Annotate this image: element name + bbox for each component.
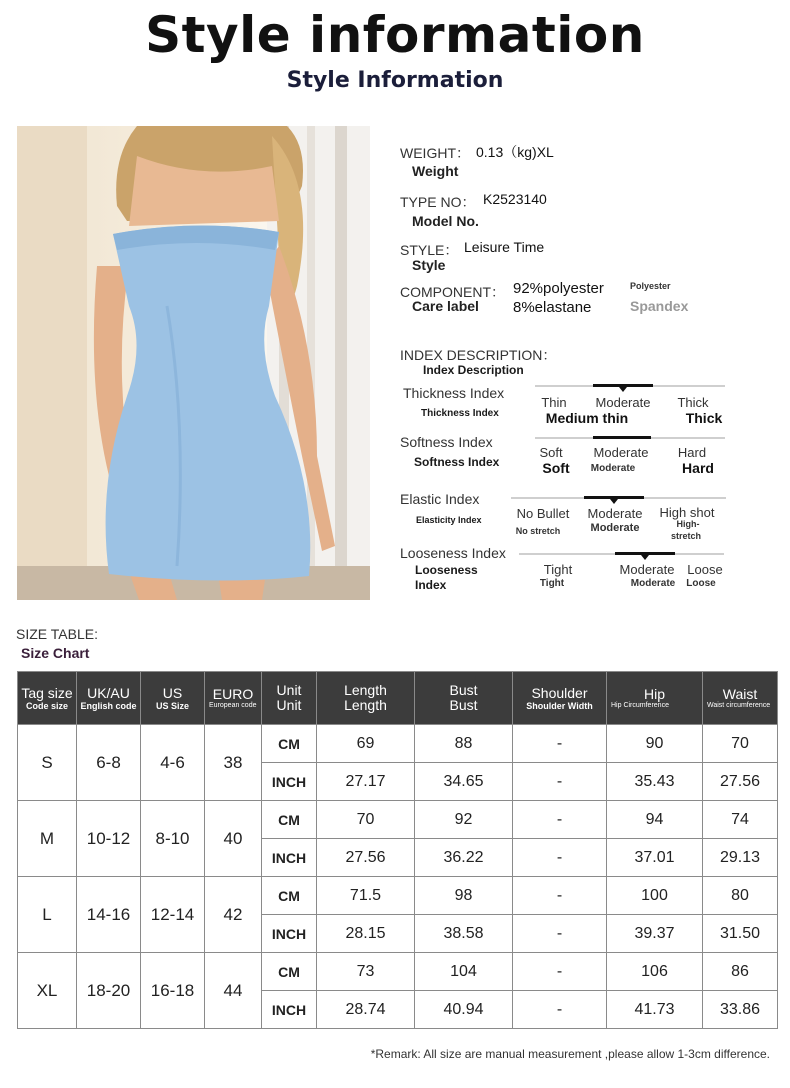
col-header-tag-size	[18, 672, 77, 725]
table-body	[18, 725, 778, 1029]
looseness-marker-icon	[641, 555, 649, 560]
cell-shoulder-inch: -	[513, 763, 607, 801]
col-header-shoulder	[513, 672, 607, 725]
type-value: K2523140	[483, 191, 547, 207]
cell-hip-cm: 106	[607, 953, 703, 991]
elastic-marker-icon	[610, 499, 618, 504]
component-spandex-sub: Spandex	[630, 298, 689, 314]
table-row	[18, 801, 778, 839]
cell-euro-size: 42	[205, 877, 262, 953]
cell-length-cm: 73	[317, 953, 415, 991]
cell-shoulder-inch: -	[513, 991, 607, 1029]
softness-selected-bar	[593, 436, 651, 439]
softness-opt-sub-moderate: Moderate	[590, 463, 636, 474]
header-sub: Shoulder Width	[526, 700, 593, 711]
thickness-label: Thickness Index	[403, 385, 505, 401]
cell-shoulder-inch: -	[513, 915, 607, 953]
cell-bust-cm: 92	[415, 801, 513, 839]
cell-waist-cm: 70	[703, 725, 778, 763]
component-sublabel: Care label	[412, 298, 479, 314]
cell-hip-inch: 39.37	[607, 915, 703, 953]
cell-uk-size: 10-12	[77, 801, 141, 877]
header-sub: Length	[344, 697, 387, 713]
looseness-sublabel-1: Looseness	[415, 563, 478, 577]
cell-euro-size: 44	[205, 953, 262, 1029]
cell-tag-size: M	[18, 801, 77, 877]
cell-uk-size: 6-8	[77, 725, 141, 801]
cell-waist-inch: 29.13	[703, 839, 778, 877]
elastic-opt-sub-high: High-	[676, 519, 700, 529]
looseness-opt-moderate: Moderate	[619, 562, 675, 577]
size-table-subtitle: Size Chart	[21, 645, 90, 661]
cell-waist-cm: 86	[703, 953, 778, 991]
cell-us-size: 4-6	[141, 725, 205, 801]
cell-hip-inch: 35.43	[607, 763, 703, 801]
looseness-opt-sub-loose: Loose	[686, 578, 716, 589]
looseness-sublabel-2: Index	[415, 578, 447, 592]
type-label: TYPE NO：	[400, 194, 476, 210]
header-sub: Code size	[25, 700, 68, 711]
cell-waist-inch: 33.86	[703, 991, 778, 1029]
table-header-row	[18, 672, 778, 725]
cell-tag-size: L	[18, 877, 77, 953]
cell-unit-inch: INCH	[262, 763, 317, 801]
cell-waist-inch: 27.56	[703, 763, 778, 801]
col-header-bust	[415, 672, 513, 725]
model-illustration	[17, 126, 370, 600]
looseness-opt-sub-tight: Tight	[539, 578, 565, 589]
thickness-opt-sub-medium: Medium thin	[545, 410, 629, 426]
cell-waist-cm: 80	[703, 877, 778, 915]
elastic-opt-sub-moderate: Moderate	[590, 522, 640, 534]
type-sublabel: Model No.	[412, 213, 479, 229]
cell-shoulder-cm: -	[513, 953, 607, 991]
softness-opt-soft: Soft	[539, 445, 563, 460]
remark-note: *Remark: All size are manual measurement ,please allow 1-3cm difference.	[370, 1047, 770, 1061]
header-main: US	[162, 684, 183, 701]
cell-uk-size: 18-20	[77, 953, 141, 1029]
softness-sublabel: Softness Index	[414, 455, 500, 469]
cell-bust-cm: 88	[415, 725, 513, 763]
style-value: Leisure Time	[464, 239, 545, 255]
elastic-label: Elastic Index	[400, 491, 480, 507]
col-header-hip	[607, 672, 703, 725]
looseness-opt-sub-moderate: Moderate	[630, 578, 676, 589]
index-title: INDEX DESCRIPTION：	[400, 347, 557, 363]
cell-unit-cm: CM	[262, 725, 317, 763]
cell-length-inch: 27.17	[317, 763, 415, 801]
cell-bust-inch: 40.94	[415, 991, 513, 1029]
cell-unit-inch: INCH	[262, 991, 317, 1029]
header-main: Length	[344, 682, 387, 698]
thickness-opt-thin: Thin	[541, 395, 567, 410]
thickness-opt-moderate: Moderate	[595, 395, 651, 410]
elastic-opt-moderate: Moderate	[587, 506, 643, 521]
component-polyester: 92%polyester	[513, 280, 604, 297]
cell-us-size: 16-18	[141, 953, 205, 1029]
weight-sublabel: Weight	[412, 163, 459, 179]
header-main: EURO	[212, 685, 254, 702]
cell-waist-inch: 31.50	[703, 915, 778, 953]
elastic-sublabel: Elasticity Index	[416, 515, 482, 525]
size-table-title: SIZE TABLE:	[16, 626, 98, 642]
product-photo	[17, 126, 370, 600]
cell-unit-cm: CM	[262, 801, 317, 839]
col-header-waist	[703, 672, 778, 725]
col-header-euro	[205, 672, 262, 725]
cell-bust-cm: 98	[415, 877, 513, 915]
cell-length-cm: 71.5	[317, 877, 415, 915]
page-title: Style information	[145, 6, 645, 64]
thickness-opt-thick: Thick	[677, 395, 709, 410]
header-main: Tag size	[21, 684, 73, 701]
cell-uk-size: 14-16	[77, 877, 141, 953]
col-header-us	[141, 672, 205, 725]
header-sub: European code	[209, 701, 257, 709]
table-row	[18, 877, 778, 915]
component-elastane: 8%elastane	[513, 299, 592, 316]
col-header-uk	[77, 672, 141, 725]
header-main: Unit	[276, 682, 302, 698]
cell-shoulder-cm: -	[513, 725, 607, 763]
thickness-sublabel: Thickness Index	[421, 408, 499, 419]
cell-length-inch: 28.15	[317, 915, 415, 953]
cell-euro-size: 40	[205, 801, 262, 877]
softness-opt-sub-hard: Hard	[682, 460, 714, 476]
table-row	[18, 725, 778, 763]
cell-shoulder-cm: -	[513, 801, 607, 839]
cell-length-cm: 69	[317, 725, 415, 763]
cell-unit-inch: INCH	[262, 915, 317, 953]
cell-shoulder-inch: -	[513, 839, 607, 877]
cell-unit-cm: CM	[262, 877, 317, 915]
weight-value: 0.13（kg)XL	[476, 144, 554, 160]
header-sub: Hip Circumference	[611, 701, 669, 709]
cell-bust-inch: 34.65	[415, 763, 513, 801]
cell-unit-cm: CM	[262, 953, 317, 991]
cell-unit-inch: INCH	[262, 839, 317, 877]
index-subtitle: Index Description	[423, 363, 524, 377]
elastic-opt-highshot: High shot	[659, 505, 715, 520]
elastic-opt-sub-stretch: stretch	[670, 531, 701, 541]
softness-label: Softness Index	[400, 434, 493, 450]
header-main: UK/AU	[87, 684, 130, 701]
size-table	[17, 671, 778, 1029]
cell-hip-cm: 90	[607, 725, 703, 763]
component-label: COMPONENT：	[400, 284, 505, 300]
col-header-unit	[262, 672, 317, 725]
cell-tag-size: S	[18, 725, 77, 801]
header-sub: Unit	[276, 697, 302, 713]
cell-hip-inch: 37.01	[607, 839, 703, 877]
page-subtitle: Style Information	[286, 68, 504, 93]
header-main: Waist	[722, 685, 758, 702]
cell-us-size: 12-14	[141, 877, 205, 953]
softness-opt-moderate: Moderate	[593, 445, 649, 460]
cell-bust-cm: 104	[415, 953, 513, 991]
softness-opt-hard: Hard	[677, 445, 707, 460]
weight-label: WEIGHT：	[400, 145, 470, 161]
cell-us-size: 8-10	[141, 801, 205, 877]
cell-hip-inch: 41.73	[607, 991, 703, 1029]
softness-opt-sub-soft: Soft	[542, 460, 570, 476]
col-header-length	[317, 672, 415, 725]
header-sub: Waist circumference	[707, 701, 771, 709]
header-sub: Bust	[449, 697, 478, 713]
cell-hip-cm: 100	[607, 877, 703, 915]
cell-euro-size: 38	[205, 725, 262, 801]
cell-hip-cm: 94	[607, 801, 703, 839]
header-main: Shoulder	[531, 684, 588, 701]
looseness-opt-loose: Loose	[687, 562, 723, 577]
elastic-opt-nobullet: No Bullet	[516, 506, 570, 521]
elastic-opt-sub-nostretch: No stretch	[515, 526, 561, 536]
cell-length-inch: 28.74	[317, 991, 415, 1029]
thickness-opt-sub-thick: Thick	[685, 410, 723, 426]
cell-length-cm: 70	[317, 801, 415, 839]
cell-length-inch: 27.56	[317, 839, 415, 877]
cell-shoulder-cm: -	[513, 877, 607, 915]
cell-waist-cm: 74	[703, 801, 778, 839]
style-sublabel: Style	[412, 257, 446, 273]
table-row	[18, 953, 778, 991]
cell-bust-inch: 36.22	[415, 839, 513, 877]
cell-tag-size: XL	[18, 953, 77, 1029]
header-main: Bust	[449, 682, 478, 698]
header-sub: US Size	[155, 700, 189, 711]
header-sub: English code	[80, 700, 137, 711]
cell-bust-inch: 38.58	[415, 915, 513, 953]
header-main: Hip	[643, 685, 665, 702]
style-label: STYLE：	[400, 242, 459, 258]
thickness-marker-icon	[619, 387, 627, 392]
looseness-label: Looseness Index	[400, 545, 506, 561]
looseness-opt-tight: Tight	[543, 562, 573, 577]
component-polyester-sub: Polyester	[630, 281, 671, 291]
